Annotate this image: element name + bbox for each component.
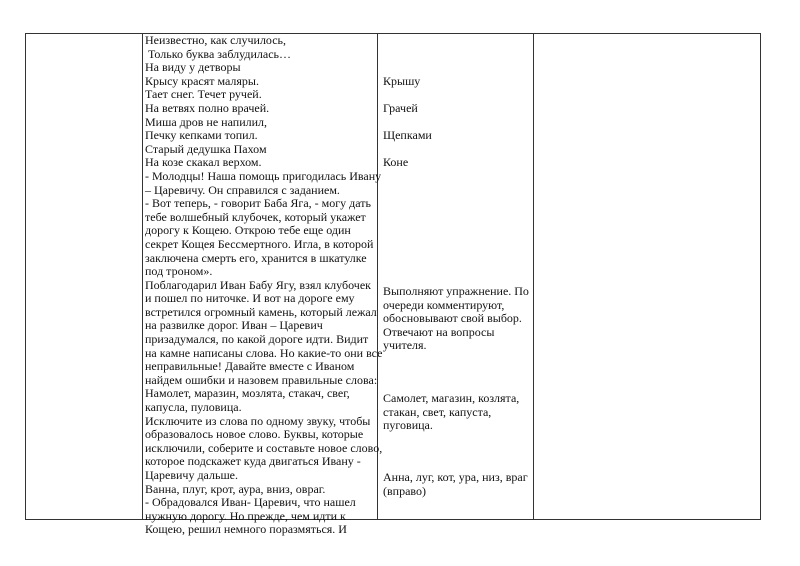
text-line: Крысу красят маляры.: [145, 73, 259, 88]
anagram-answer: [383, 471, 528, 498]
text-line: - Молодцы! Наша помощь пригодилась Ивану: [145, 168, 382, 183]
corrected-words: [383, 392, 519, 433]
text-line: Кощею, решил немного поразмяться. И: [145, 522, 347, 537]
text-line: Анна, луг, кот, ура, низ, враг: [383, 470, 528, 484]
text-line: учителя.: [383, 338, 427, 353]
column-divider: [142, 34, 143, 519]
text-line: (вправо): [383, 483, 426, 498]
student-activity: [383, 285, 529, 353]
text-line: На ветвях полно врачей.: [145, 100, 270, 115]
text-line: обосновывают свой выбор.: [383, 311, 522, 326]
text-line: образовалось новое слово. Буквы, которые: [145, 427, 364, 442]
text-line: неправильные! Давайте вместе с Иваном: [145, 359, 355, 374]
text-line: На козе скакал верхом.: [145, 155, 262, 170]
text-line: которое подскажет куда двигаться Ивану -: [145, 454, 361, 469]
text-line: Тает снег. Течет ручей.: [145, 87, 262, 102]
text-line: дорогу к Кощею. Открою тебе еще один: [145, 223, 351, 238]
text-line: На виду у детворы: [145, 60, 241, 75]
text-line: тебе волшебный клубочек, который укажет: [145, 209, 366, 224]
text-line: пуговица.: [383, 418, 433, 433]
text-line: найдем ошибки и назовем правильные слова:: [145, 372, 378, 387]
text-line: призадумался, по какой дороге идти. Видит: [145, 332, 369, 347]
answer-shchepkami: Щепками: [383, 128, 432, 142]
text-line: Царевичу дальше.: [145, 468, 239, 482]
text-line: на развилке дорог. Иван – Царевич: [145, 318, 323, 333]
text-line: стакан, свет, капуста,: [383, 404, 492, 419]
text-line: под троном».: [145, 264, 213, 279]
text-line: капусла, пуловица.: [145, 400, 242, 415]
answer-krysu: Крышу: [383, 74, 421, 88]
text-line: заключена смерть его, хранится в шкатулке: [145, 250, 367, 265]
text-line: – Царевичу. Он справился с заданием.: [145, 182, 340, 197]
text-line: секрет Кощея Бессмертного. Игла, в которой: [145, 236, 374, 251]
text-line: - Обрадовался Иван- Царевич, что нашел: [145, 495, 356, 510]
text-line: Самолет, магазин, козлята,: [383, 391, 520, 405]
text-line: исключили, соберите и составьте новое слово,: [145, 440, 383, 455]
column-divider: [533, 34, 534, 519]
text-line: Печку кепками топил.: [145, 128, 258, 143]
text-line: - Вот теперь, - говорит Баба Яга, - могу дать: [145, 196, 371, 211]
text-line: Ванна, плуг, крот, аура, вниз, овраг.: [145, 481, 326, 496]
text-line: Старый дедушка Пахом: [145, 141, 267, 156]
text-line: Неизвестно, как случилось,: [145, 33, 287, 47]
text-line: на камне написаны слова. Но какие-то они все: [145, 345, 383, 360]
text-line: нужную дорогу. Но прежде, чем идти к: [145, 508, 346, 523]
text-line: Исключите из слова по одному звуку, чтобы: [145, 413, 371, 428]
text-line: Миша дров не напилил,: [145, 114, 268, 129]
text-line: Поблагодарил Иван Бабу Ягу, взял клубочек: [145, 277, 371, 292]
text-line: и пошел по ниточке. И вот на дороге ему: [145, 291, 355, 306]
lesson-text-column: [145, 34, 382, 537]
text-line: встретился огромный камень, который лежал: [145, 304, 377, 319]
text-line: Намолет, маразин, мозлята, стакач, свег,: [145, 386, 350, 401]
text-line: Отвечают на вопросы: [383, 324, 495, 339]
text-line: очереди комментируют,: [383, 297, 505, 312]
answer-grachei: Грачей: [383, 101, 418, 115]
text-line: Только буква заблудилась…: [145, 46, 292, 61]
text-line: Выполняют упражнение. По: [383, 284, 529, 298]
answer-kone: Коне: [383, 155, 409, 169]
